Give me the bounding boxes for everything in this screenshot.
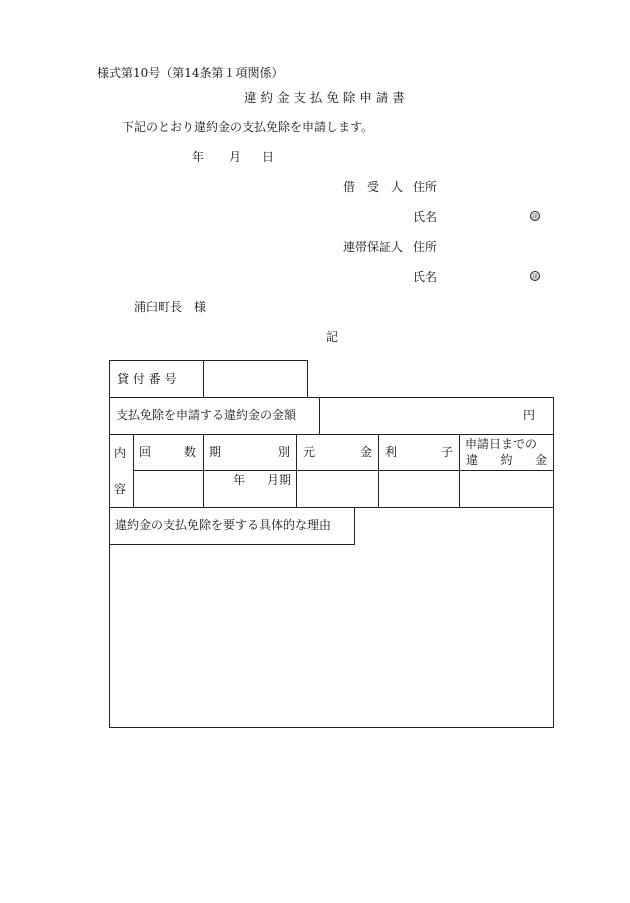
header-kibetsu-2: 別 — [277, 445, 290, 459]
exemption-amount-field[interactable] — [320, 398, 553, 433]
penalty-cell[interactable] — [460, 471, 553, 506]
header-penalty-line1: 申請日までの — [465, 437, 538, 451]
guarantor-address-label: 住所 — [413, 240, 438, 254]
naiyo-label-2: 容 — [114, 482, 127, 496]
addressee: 浦臼町長 様 — [134, 300, 207, 314]
guarantor-seal-icon: ㊞ — [531, 273, 539, 281]
yen-unit: 円 — [523, 408, 536, 422]
date-month-label: 月 — [229, 150, 242, 164]
exemption-amount-label: 支払免除を申請する違約金の金額 — [116, 408, 297, 422]
form-number: 様式第10号（第14条第１項関係） — [97, 66, 284, 80]
header-kaisu-2: 数 — [183, 445, 196, 459]
header-risoku — [385, 446, 453, 458]
header-kibetsu — [209, 446, 290, 458]
naiyo-label-1: 内 — [114, 446, 127, 460]
header-kaisu — [139, 446, 196, 458]
header-kaisu-1: 回 — [139, 445, 152, 459]
borrower-name-label: 氏名 — [413, 210, 438, 224]
intro-text: 下記のとおり違約金の支払免除を申請します。 — [122, 120, 374, 134]
ki-label: 記 — [326, 330, 339, 344]
document-title: 違 約 金 支 払 免 除 申 請 書 — [244, 90, 405, 105]
guarantor-name-label: 氏名 — [413, 270, 438, 284]
header-penalty-kin: 金 — [534, 453, 547, 467]
header-risoku-2: 子 — [440, 445, 453, 459]
header-gankin — [303, 446, 372, 458]
header-penalty-yaku: 約 — [500, 453, 513, 467]
reason-field[interactable] — [110, 546, 553, 727]
header-gankin-1: 元 — [303, 445, 316, 459]
header-penalty-i: 違 — [466, 453, 479, 467]
header-gankin-2: 金 — [359, 445, 372, 459]
period-year-label: 年 — [233, 473, 246, 487]
risoku-cell[interactable] — [379, 471, 458, 506]
borrower-address-label: 住所 — [413, 180, 438, 194]
loan-number-label: 貸 付 番 号 — [117, 372, 177, 386]
guarantor-label: 連帯保証人 — [343, 240, 404, 254]
header-penalty-line2 — [466, 454, 547, 466]
period-month-label: 月期 — [267, 473, 292, 487]
loan-number-field[interactable] — [204, 361, 307, 397]
borrower-label: 借 受 人 — [343, 180, 404, 194]
borrower-seal-icon: ㊞ — [531, 213, 539, 221]
date-day-label: 日 — [262, 150, 275, 164]
header-risoku-1: 利 — [385, 445, 398, 459]
reason-label: 違約金の支払免除を要する具体的な理由 — [115, 518, 332, 532]
header-kibetsu-1: 期 — [209, 445, 222, 459]
kaisu-cell[interactable] — [134, 471, 202, 506]
date-year-label: 年 — [192, 150, 205, 164]
gankin-cell[interactable] — [297, 471, 377, 506]
